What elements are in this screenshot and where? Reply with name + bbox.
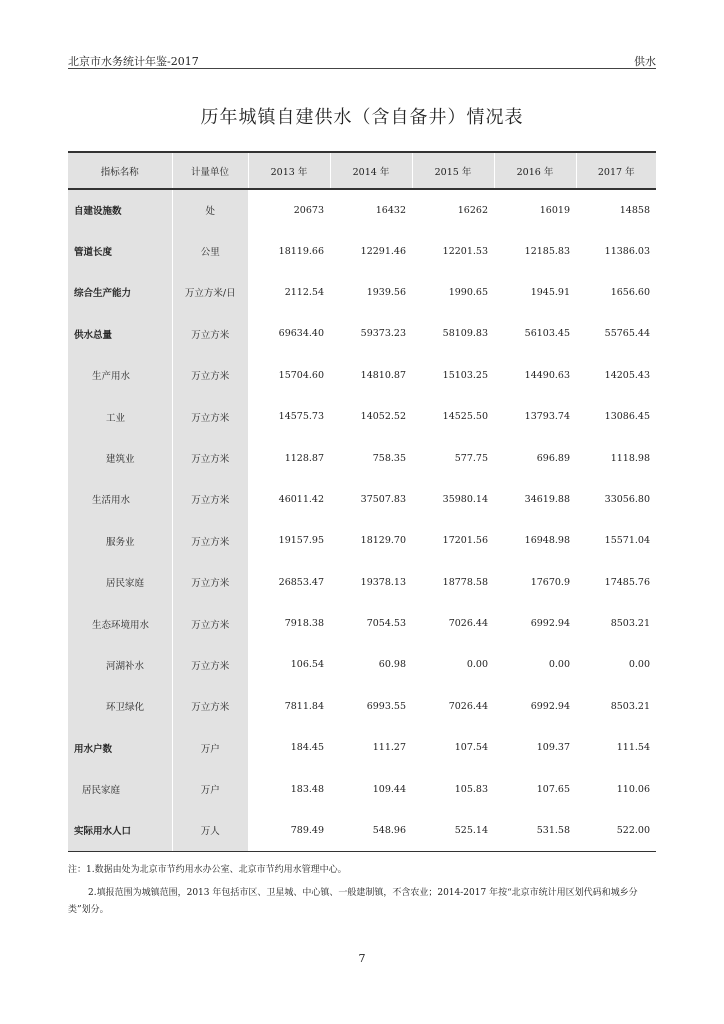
column-header: 指标名称 [68,152,172,189]
row-label: 环卫绿化 [68,686,172,727]
table-cell: 14052.52 [360,411,406,423]
table-cell: 789.49 [248,810,330,851]
row-unit: 万立方米 [172,603,248,644]
table-cell: 56103.45 [524,328,570,340]
row-unit: 万立方米 [172,396,248,437]
table-cell: 16019 [539,204,570,216]
table-header-row [68,152,656,189]
row-label: 综合生产能力 [68,272,172,313]
table-row [68,272,656,313]
table-cell: 19378.13 [360,576,406,588]
table-row [68,396,656,437]
table-cell: 0.00 [548,659,570,671]
table-cell: 16948.98 [524,535,570,547]
table-cell: 16432 [375,204,406,216]
row-label: 工业 [68,396,172,437]
row-unit: 万立方米 [172,479,248,520]
table-cell: 55765.44 [604,328,650,340]
table-cell: 531.58 [494,810,576,851]
table-row [68,520,656,561]
table-cell: 15704.60 [278,369,324,381]
table-cell: 19157.95 [278,535,324,547]
row-label: 实际用水人口 [68,810,172,851]
column-header: 计量单位 [172,152,248,189]
row-label: 建筑业 [68,437,172,478]
table-cell: 6992.94 [530,618,570,630]
table-cell: 12185.83 [524,245,570,257]
table-cell: 34619.88 [524,493,570,505]
row-label: 生态环境用水 [68,603,172,644]
water-supply-table [68,151,656,852]
table-row [68,686,656,727]
column-header: 2016 年 [494,152,576,189]
table-cell: 7811.84 [284,700,324,712]
footnote: 注：1.数据由处为北京市节约用水办公室、北京市节约用水管理中心。 [68,865,347,875]
row-unit: 万立方米 [172,562,248,603]
table-cell: 15103.25 [442,369,488,381]
table-cell: 107.54 [454,742,488,754]
row-label: 自建设施数 [68,189,172,230]
column-header: 2013 年 [248,152,330,189]
table-cell: 106.54 [290,659,324,671]
table-row [68,189,656,230]
table-cell: 35980.14 [442,493,488,505]
table-row [68,230,656,271]
row-label: 生产用水 [68,355,172,396]
table-cell: 17485.76 [604,576,650,588]
table-cell: 525.14 [412,810,494,851]
row-unit: 万立方米 [172,313,248,354]
table-cell: 184.45 [290,742,324,754]
table-cell: 7054.53 [366,618,406,630]
table-row [68,603,656,644]
row-unit: 万户 [172,768,248,809]
table-cell: 11386.03 [604,245,650,257]
row-unit: 万户 [172,727,248,768]
table-cell: 0.00 [466,659,488,671]
table-cell: 111.54 [616,742,650,754]
table-cell: 548.96 [330,810,412,851]
table-cell: 14490.63 [524,369,570,381]
table-row [68,313,656,354]
table-cell: 69634.40 [278,328,324,340]
page-number: 7 [358,952,366,965]
header-section: 供水 [634,55,656,68]
table-cell: 18129.70 [360,535,406,547]
table-cell: 111.27 [372,742,406,754]
table-cell: 13793.74 [524,411,570,423]
row-unit: 万立方米 [172,355,248,396]
row-unit: 万人 [172,810,248,851]
table-cell: 14858 [619,204,650,216]
table-cell: 577.75 [454,452,488,464]
row-label: 河湖补水 [68,644,172,685]
row-label: 生活用水 [68,479,172,520]
table-cell: 12291.46 [360,245,406,257]
row-label: 服务业 [68,520,172,561]
table-row [68,727,656,768]
table-row [68,355,656,396]
table-cell: 110.06 [616,783,650,795]
table-cell: 33056.80 [604,493,650,505]
table-cell: 13086.45 [604,411,650,423]
table-cell: 18119.66 [278,245,324,257]
table-cell: 16262 [457,204,488,216]
table-cell: 0.00 [628,659,650,671]
header-yearbook-title: 北京市水务统计年鉴-2017 [68,55,199,68]
table-cell: 20673 [293,204,324,216]
table-cell: 109.37 [536,742,570,754]
table-cell: 1128.87 [284,452,324,464]
table-cell: 696.89 [536,452,570,464]
table-cell: 15571.04 [604,535,650,547]
column-header: 2014 年 [330,152,412,189]
table-cell: 12201.53 [442,245,488,257]
table-row [68,479,656,520]
table-cell: 2112.54 [284,286,324,298]
table-row [68,644,656,685]
footnotes [68,862,656,919]
row-label: 用水户数 [68,727,172,768]
table-cell: 17201.56 [442,535,488,547]
table-cell: 1939.56 [366,286,406,298]
table-cell: 59373.23 [360,328,406,340]
row-unit: 万立方米 [172,437,248,478]
table-cell: 105.83 [454,783,488,795]
table-cell: 18778.58 [442,576,488,588]
table-cell: 58109.83 [442,328,488,340]
row-unit: 公里 [172,230,248,271]
table-cell: 6993.55 [366,700,406,712]
table-cell: 7918.38 [284,618,324,630]
table-cell: 60.98 [378,659,406,671]
table-cell: 14525.50 [442,411,488,423]
table-cell: 46011.42 [278,493,324,505]
row-label: 居民家庭 [68,562,172,603]
table-cell: 109.44 [372,783,406,795]
table-cell: 758.35 [372,452,406,464]
table-cell: 107.65 [536,783,570,795]
table-row [68,810,656,851]
row-label: 居民家庭 [68,768,172,809]
table-row [68,768,656,809]
table-row [68,437,656,478]
table-cell: 1656.60 [610,286,650,298]
row-unit: 万立方米/日 [172,272,248,313]
table-cell: 26853.47 [278,576,324,588]
column-header: 2015 年 [412,152,494,189]
table-cell: 17670.9 [530,576,570,588]
table-cell: 1118.98 [610,452,650,464]
table-cell: 7026.44 [448,700,488,712]
table-cell: 7026.44 [448,618,488,630]
table-cell: 14810.87 [360,369,406,381]
footnote: 2.填报范围为城镇范围，2013 年包括市区、卫星城、中心镇、一般建制镇，不含农业；2014-2017 年按“北京市统计用区划代码和城乡分类”划分。 [68,888,638,915]
table-cell: 14205.43 [604,369,650,381]
row-unit: 万立方米 [172,644,248,685]
table-cell: 6992.94 [530,700,570,712]
table-cell: 37507.83 [360,493,406,505]
row-label: 管道长度 [68,230,172,271]
table-cell: 183.48 [290,783,324,795]
row-unit: 万立方米 [172,520,248,561]
table-cell: 14575.73 [278,411,324,423]
table-cell: 8503.21 [610,618,650,630]
page-title: 历年城镇自建供水（含自备井）情况表 [200,107,524,128]
running-header [68,50,656,69]
column-header: 2017 年 [576,152,656,189]
table-cell: 1990.65 [448,286,488,298]
table-cell: 522.00 [576,810,656,851]
table-cell: 8503.21 [610,700,650,712]
table-row [68,562,656,603]
row-unit: 万立方米 [172,686,248,727]
row-unit: 处 [172,189,248,230]
row-label: 供水总量 [68,313,172,354]
table-cell: 1945.91 [530,286,570,298]
